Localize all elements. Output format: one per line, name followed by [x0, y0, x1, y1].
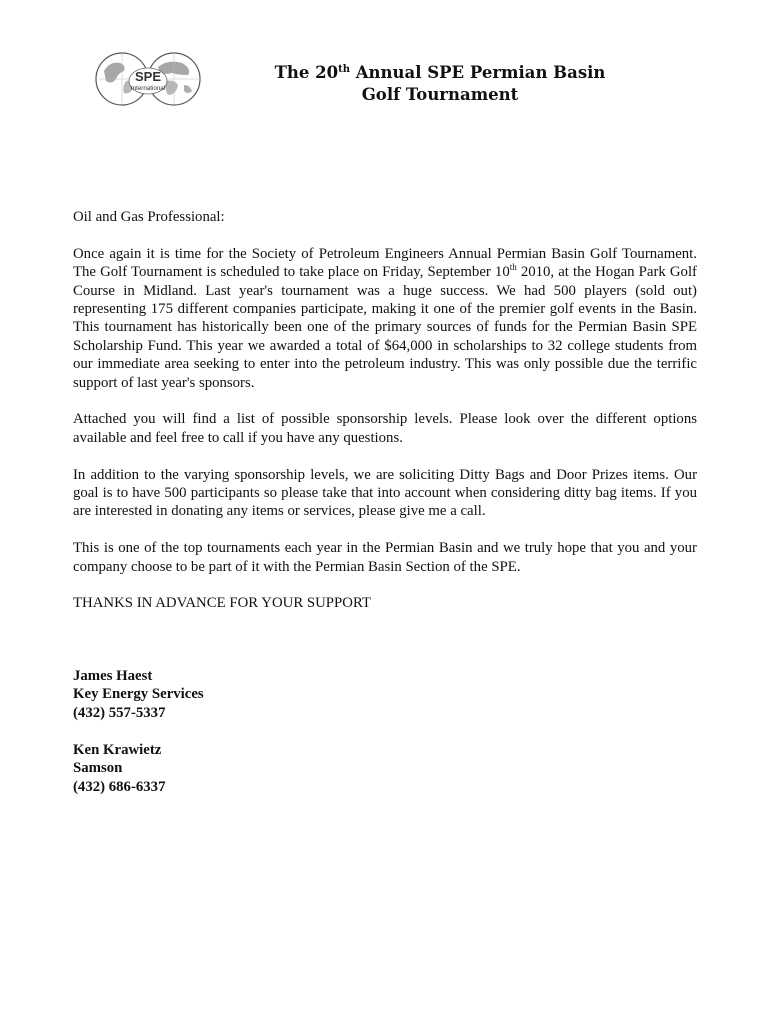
logo-international-text: International [130, 85, 166, 92]
paragraph-intro-part-b: 2010, at the Hogan Park Golf Course in Midland. Last year's tournament was a huge success. We had 500 players (sold out) representing 175 different companies participate, making it one of the premier golf events in the Basin. This tournament has historically been one of the primary sources of funds for the Permian Basin SPE Scholarship Fund. This year we awarded a total of $64,000 in scholarships to 32 college students from our immediate area seeking to enter into the petroleum industry. This was only possible due the terrific support of last year's sponsors. [73, 264, 697, 391]
title-line-2: Golf Tournament [361, 85, 519, 104]
title-rest: Annual SPE Permian Basin [349, 63, 606, 82]
title-superscript: th [338, 64, 350, 75]
contact-block [73, 667, 204, 722]
contact-block [73, 741, 204, 796]
globe-logo-icon [92, 51, 204, 107]
contact-phone: (432) 686-6337 [73, 778, 166, 795]
contact-company: Samson [73, 760, 123, 777]
date-superscript: th [509, 262, 517, 273]
paragraph-intro [73, 245, 697, 392]
contact-name: James Haest [73, 668, 153, 684]
closing-thanks: THANKS IN ADVANCE FOR YOUR SUPPORT [73, 595, 371, 612]
contact-company: Key Energy Services [73, 686, 204, 703]
paragraph-sponsorship: Attached you will find a list of possible sponsorship levels. Please look over the different options available and feel free to call if you have any questions. [73, 411, 697, 446]
page-title [240, 62, 640, 106]
paragraph-ditty-bags: In addition to the varying sponsorship levels, we are soliciting Ditty Bags and Door Prizes items. Our goal is to have 500 participants so please take that into account when considering ditty bag items. If you are interested in donating any items or services, please give me a call. [73, 466, 697, 520]
paragraph-top-tournament: This is one of the top tournaments each year in the Permian Basin and we truly hope that you and your company choose to be part of it with the Permian Basin Section of the SPE. [73, 540, 697, 575]
contact-phone: (432) 557-5337 [73, 704, 166, 721]
title-line-1 [240, 62, 640, 84]
salutation: Oil and Gas Professional: [73, 209, 225, 225]
logo-spe-text: SPE [134, 69, 162, 84]
contact-name: Ken Krawietz [73, 741, 162, 758]
letter-body [73, 208, 697, 613]
paragraph-intro-part-a: Once again it is time for the Society of Petroleum Engineers Annual Permian Basin Golf Tournament. The Golf Tournament is scheduled to take place on Friday, September 10 [73, 245, 697, 281]
title-prefix: The 20 [274, 63, 339, 82]
contact-list [73, 667, 204, 796]
spe-international-logo [92, 51, 204, 107]
